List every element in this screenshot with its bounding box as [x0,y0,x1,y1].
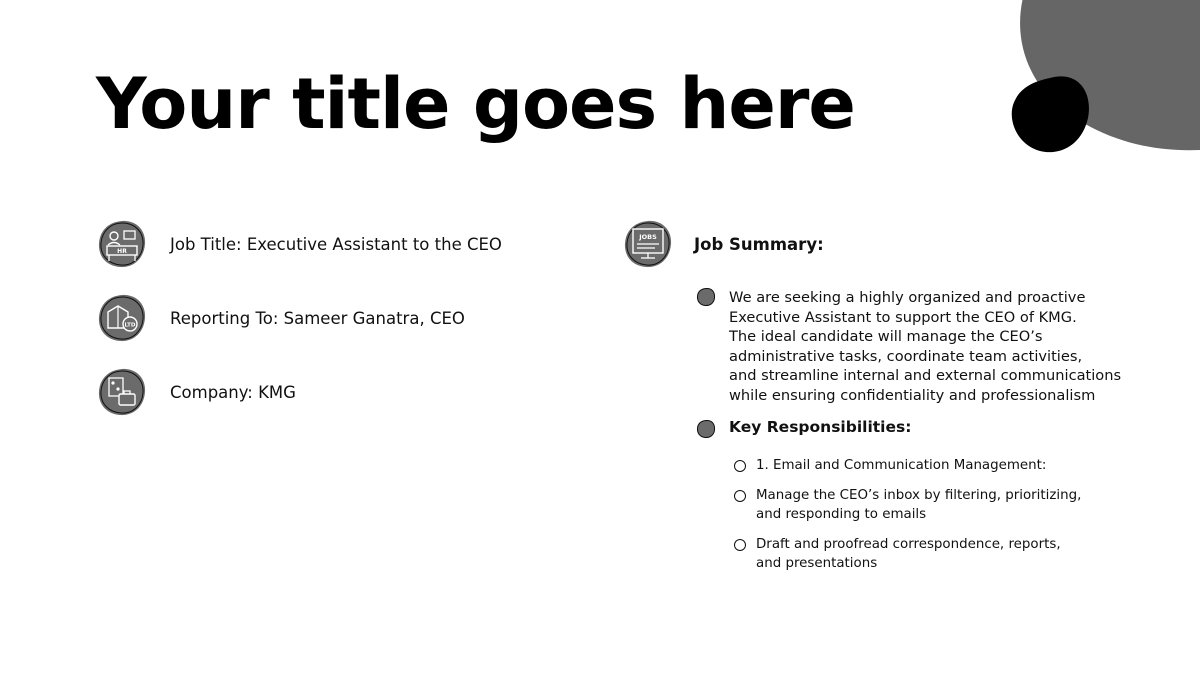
responsibility-item: 1. Email and Communication Management: [734,457,1104,476]
hollow-circle-bullet-icon [734,490,746,502]
info-row-reporting-to [96,292,465,344]
hollow-circle-bullet-icon [734,460,746,472]
summary-bullet-icon [696,287,716,307]
company-text: Company: KMG [170,382,296,402]
reporting-to-text: Reporting To: Sameer Ganatra, CEO [170,308,465,328]
black-blob-shape [1012,76,1089,152]
responsibility-item: Draft and proofread correspondence, reports, and presentations [734,536,1104,573]
info-row-job-title [96,218,502,270]
svg-text:HR: HR [117,248,127,255]
svg-text:LTD: LTD [124,322,136,329]
ltd-company-icon [96,292,148,344]
info-row-company [96,366,296,418]
gray-blob-shape [1020,0,1200,150]
responsibilities-bullet-icon [696,419,716,439]
jobs-board-icon [622,218,674,270]
job-summary-paragraph: We are seeking a highly organized and proactive Executive Assistant to support the CEO of KMG. The ideal candidate will manage the CEO’s administrative tasks, coordinate team activities, and streamline internal and external communications while ensuring confidentiality and professionalism [729,289,1122,404]
slide-title: Your title goes here [96,63,855,145]
hr-desk-icon [96,218,148,270]
job-title-text: Job Title: Executive Assistant to the CEO [170,234,502,254]
job-summary-heading-row [622,218,824,270]
responsibility-item: Manage the CEO’s inbox by filtering, prioritizing, and responding to emails [734,487,1104,524]
job-summary-heading: Job Summary: [694,234,824,254]
briefcase-icon [96,366,148,418]
hollow-circle-bullet-icon [734,539,746,551]
svg-text:JOBS: JOBS [639,233,657,241]
key-responsibilities-heading: Key Responsibilities: [729,418,912,436]
